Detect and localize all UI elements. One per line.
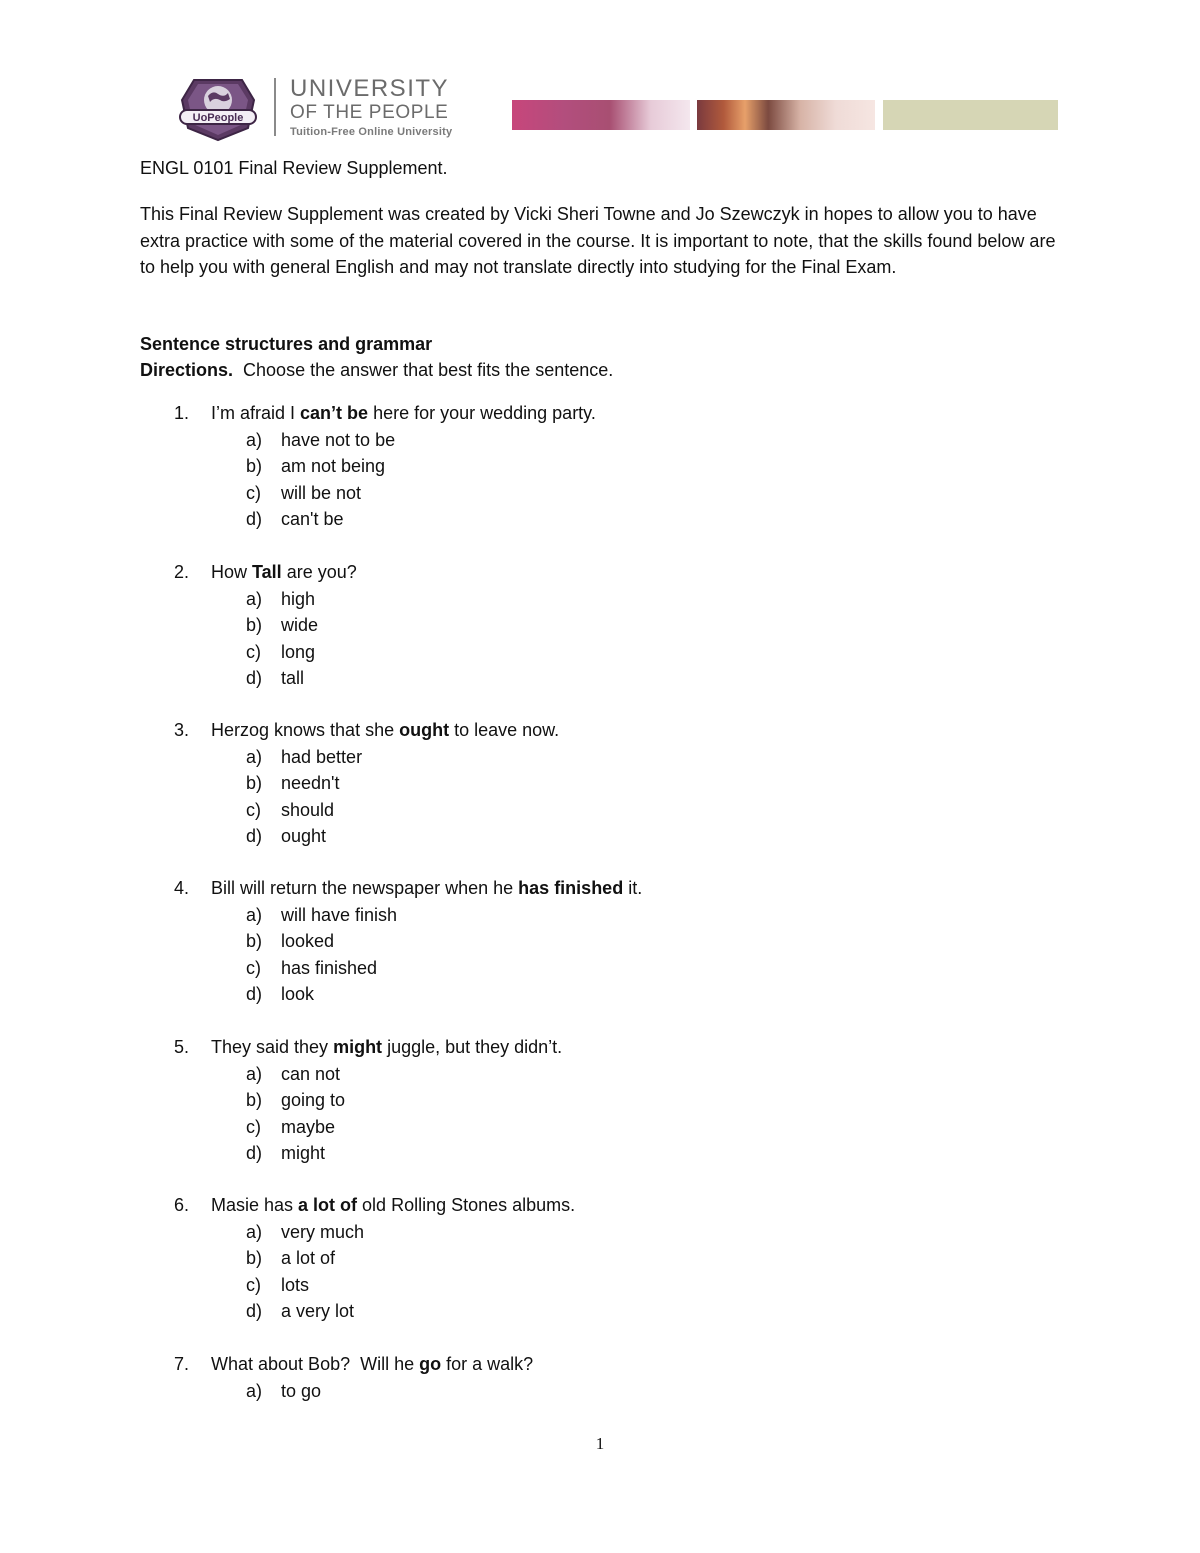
option-text: should xyxy=(281,799,335,820)
question-number: 2. xyxy=(174,562,190,582)
option-text: can't be xyxy=(281,509,344,529)
option-letter: d) xyxy=(246,1143,263,1163)
answer-option xyxy=(140,928,1060,955)
header-color-band-3 xyxy=(883,100,1058,130)
option-text: high xyxy=(281,588,316,609)
option-text: to go xyxy=(281,1380,322,1401)
question-text xyxy=(211,875,642,902)
question-highlight: a lot of xyxy=(298,1195,358,1215)
option-text: tall xyxy=(281,668,305,688)
answer-option xyxy=(140,480,1060,507)
question-text xyxy=(211,1034,562,1061)
option-letter: a) xyxy=(246,588,263,609)
option-text: look xyxy=(281,984,315,1004)
option-letter: c) xyxy=(246,1116,261,1137)
question-stem xyxy=(140,1034,1060,1061)
directions-label: Directions. xyxy=(140,360,234,380)
question-number: 5. xyxy=(174,1037,190,1057)
university-header xyxy=(176,70,1060,142)
uopeople-seal-logo xyxy=(176,70,260,142)
option-text: will have finish xyxy=(281,904,398,925)
option-letter: b) xyxy=(246,931,263,951)
option-letter: d) xyxy=(246,984,263,1004)
option-letter: b) xyxy=(246,615,263,635)
university-wordmark xyxy=(290,76,452,138)
option-letter: a) xyxy=(246,1063,263,1084)
question-text-before: What about Bob? Will he xyxy=(211,1354,420,1374)
question-number: 4. xyxy=(174,878,190,898)
option-text: has finished xyxy=(281,957,378,978)
option-letter: d) xyxy=(246,668,263,688)
question-item xyxy=(140,559,1060,692)
question-stem xyxy=(140,1192,1060,1219)
question-text-before: They said they xyxy=(211,1037,334,1057)
option-text: might xyxy=(281,1143,326,1163)
option-letter: d) xyxy=(246,1301,263,1321)
header-photo-band-2 xyxy=(697,100,875,130)
question-text-before: I’m afraid I xyxy=(211,403,301,423)
intro-paragraph: This Final Review Supplement was created by Vicki Sheri Towne and Jo Szewczyk in hopes to allow you to have extra practice with some of the material covered in the course. It is important to note, that the skills found below are to help you with general English and may not translate directly into studying for the Final Exam. xyxy=(140,204,1056,277)
option-letter: c) xyxy=(246,1274,261,1295)
answer-option xyxy=(140,586,1060,613)
question-text-before: Bill will return the newspaper when he xyxy=(211,878,519,898)
question-stem xyxy=(140,400,1060,427)
option-text: maybe xyxy=(281,1116,336,1137)
option-letter: d) xyxy=(246,826,263,846)
option-letter: a) xyxy=(246,429,263,450)
university-name-line2: OF THE PEOPLE xyxy=(290,102,449,123)
directions xyxy=(140,360,1060,381)
answer-option xyxy=(140,955,1060,982)
option-letter: c) xyxy=(246,799,261,820)
answer-option xyxy=(140,981,1060,1008)
answer-option xyxy=(140,1219,1060,1246)
answer-option xyxy=(140,1114,1060,1141)
answer-option xyxy=(140,823,1060,850)
question-stem xyxy=(140,559,1060,586)
question-text xyxy=(211,559,357,586)
question-text xyxy=(211,1192,575,1219)
answer-option xyxy=(140,1298,1060,1325)
question-highlight: has finished xyxy=(518,878,624,898)
header-divider xyxy=(274,78,276,136)
question-stem xyxy=(140,717,1060,744)
option-text: ought xyxy=(281,826,327,846)
directions-text: Choose the answer that best fits the sentence. xyxy=(233,360,614,380)
option-letter: b) xyxy=(246,773,263,793)
question-highlight: ought xyxy=(399,720,450,740)
question-number: 1. xyxy=(174,403,190,423)
answer-option xyxy=(140,506,1060,533)
answer-option xyxy=(140,1061,1060,1088)
question-highlight: Tall xyxy=(252,562,282,582)
question-text-after: to leave now. xyxy=(449,720,560,740)
option-text: going to xyxy=(281,1090,346,1110)
question-text-before: Herzog knows that she xyxy=(211,720,400,740)
question-text-after: for a walk? xyxy=(441,1354,534,1374)
option-text: a lot of xyxy=(281,1248,336,1268)
answer-option xyxy=(140,744,1060,771)
question-text-after: juggle, but they didn’t. xyxy=(382,1037,563,1057)
option-letter: c) xyxy=(246,641,261,662)
question-text xyxy=(211,717,559,744)
answer-option xyxy=(140,1378,1060,1405)
question-highlight: go xyxy=(419,1354,442,1374)
question-item xyxy=(140,1351,1060,1404)
university-tagline: Tuition-Free Online University xyxy=(290,126,453,138)
question-item xyxy=(140,1192,1060,1325)
option-letter: a) xyxy=(246,1380,263,1401)
document-title: ENGL 0101 Final Review Supplement. xyxy=(140,158,448,178)
option-text: looked xyxy=(281,931,335,951)
question-text xyxy=(211,400,596,427)
question-highlight: might xyxy=(333,1037,383,1057)
answer-option xyxy=(140,612,1060,639)
answer-option xyxy=(140,902,1060,929)
option-letter: c) xyxy=(246,957,261,978)
option-text: can not xyxy=(281,1063,341,1084)
question-number: 7. xyxy=(174,1354,190,1374)
question-number: 3. xyxy=(174,720,190,740)
question-number: 6. xyxy=(174,1195,190,1215)
answer-option xyxy=(140,770,1060,797)
option-letter: d) xyxy=(246,509,263,529)
option-letter: b) xyxy=(246,456,263,476)
question-item xyxy=(140,1034,1060,1167)
option-text: lots xyxy=(281,1274,310,1295)
question-stem xyxy=(140,875,1060,902)
question-text-after: it. xyxy=(623,878,643,898)
option-text: had better xyxy=(281,746,363,767)
university-name-line1: UNIVERSITY xyxy=(290,75,450,102)
question-item xyxy=(140,717,1060,850)
question-item xyxy=(140,875,1060,1008)
option-text: needn't xyxy=(281,773,340,793)
option-text: very much xyxy=(281,1221,365,1242)
header-photo-band-1 xyxy=(512,100,690,130)
option-letter: b) xyxy=(246,1248,263,1268)
answer-option xyxy=(140,427,1060,454)
question-text-before: How xyxy=(211,562,253,582)
question-text-before: Masie has xyxy=(211,1195,299,1215)
option-text: am not being xyxy=(281,456,386,476)
question-text-after: here for your wedding party. xyxy=(368,403,596,423)
answer-option xyxy=(140,453,1060,480)
answer-option xyxy=(140,797,1060,824)
option-letter: b) xyxy=(246,1090,263,1110)
page-number: 1 xyxy=(595,1434,605,1453)
question-highlight: can’t be xyxy=(300,403,369,423)
option-letter: a) xyxy=(246,1221,263,1242)
option-letter: a) xyxy=(246,904,263,925)
option-text: will be not xyxy=(281,482,362,503)
question-text-after: are you? xyxy=(281,562,357,582)
question-text-after: old Rolling Stones albums. xyxy=(357,1195,576,1215)
section-heading: Sentence structures and grammar xyxy=(140,334,433,354)
question-item xyxy=(140,400,1060,533)
answer-option xyxy=(140,665,1060,692)
option-text: wide xyxy=(281,615,319,635)
question-text xyxy=(211,1351,533,1378)
question-stem xyxy=(140,1351,1060,1378)
answer-option xyxy=(140,1245,1060,1272)
answer-option xyxy=(140,1140,1060,1167)
option-letter: a) xyxy=(246,746,263,767)
option-text: long xyxy=(281,641,316,662)
option-text: have not to be xyxy=(281,429,396,450)
option-letter: c) xyxy=(246,482,261,503)
answer-option xyxy=(140,1087,1060,1114)
option-text: a very lot xyxy=(281,1301,355,1321)
answer-option xyxy=(140,1272,1060,1299)
answer-option xyxy=(140,639,1060,666)
seal-text: UoPeople xyxy=(192,112,244,124)
